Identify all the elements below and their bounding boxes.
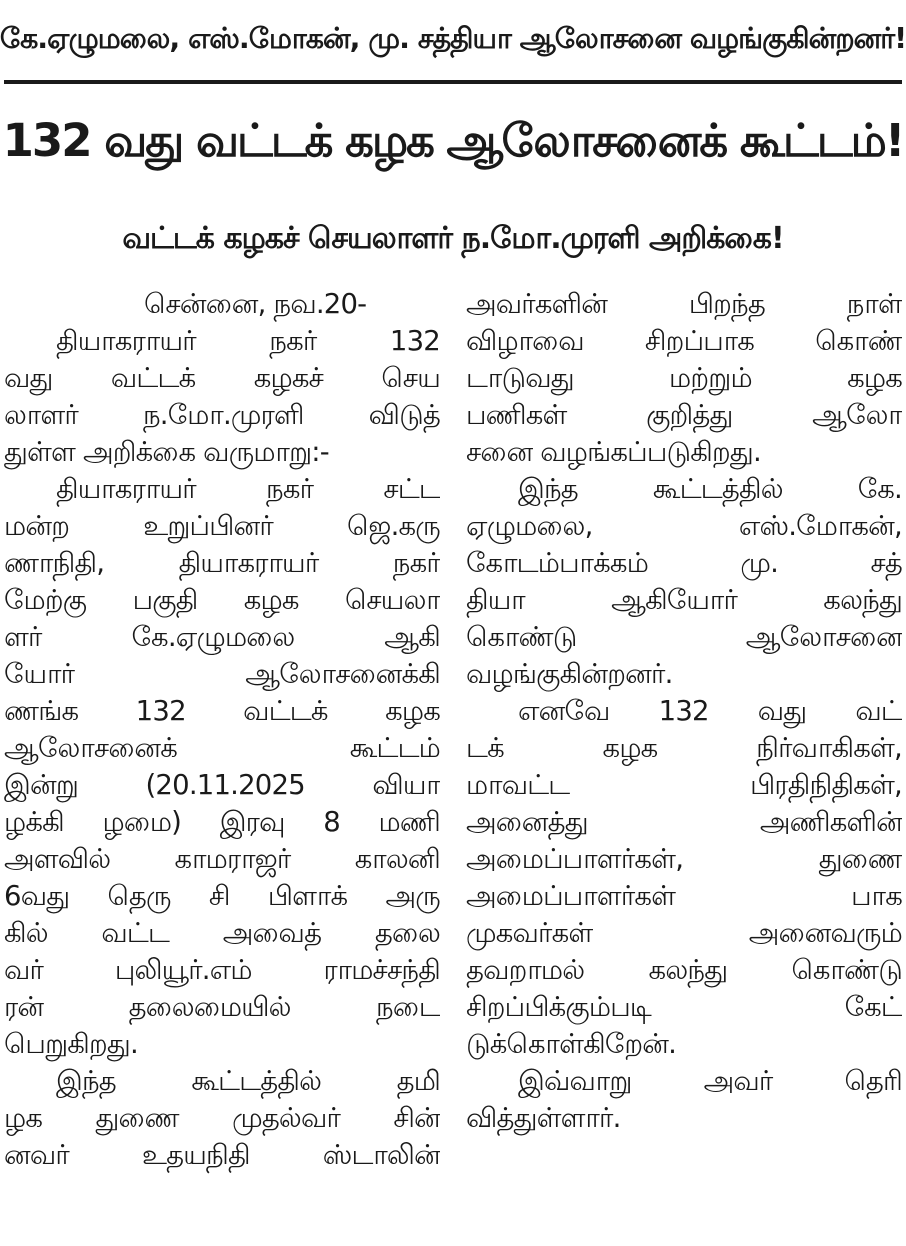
dateline: சென்னை, நவ.20- — [144, 288, 367, 320]
article-column-left — [4, 286, 440, 1174]
body-line: மன்ற உறுப்பினர் ஜெ.கரு — [4, 510, 440, 542]
body-line: லாளர் ந.மோ.முரளி விடுத் — [4, 399, 440, 431]
body-line: அனைத்து அணிகளின் — [466, 806, 902, 838]
subheadline: வட்டக் கழகச் செயலாளர் ந.மோ.முரளி அறிக்கை! — [122, 220, 784, 256]
article-column-right — [466, 286, 902, 1137]
body-line: ணங்க 132 வட்டக் கழக — [4, 695, 440, 727]
body-line: மேற்கு பகுதி கழக செயலா — [4, 584, 440, 616]
body-line: ஆலோசனைக் கூட்டம் — [4, 732, 440, 764]
body-line: ளர் கே.ஏழுமலை ஆகி — [4, 621, 440, 653]
body-line: டுக்கொள்கிறேன். — [466, 1028, 677, 1060]
body-line: கொண்டு ஆலோசனை — [466, 621, 902, 653]
body-line: இன்று (20.11.2025 வியா — [4, 769, 440, 801]
body-line: தியா ஆகியோர் கலந்து — [466, 584, 902, 616]
body-line: முகவர்கள் அனைவரும் — [466, 917, 902, 949]
body-line: தவறாமல் கலந்து கொண்டு — [466, 954, 902, 986]
body-line: எனவே 132 வது வட் — [518, 695, 902, 727]
body-line: டக் கழக நிர்வாகிகள், — [466, 732, 902, 764]
body-line: கில் வட்ட அவைத் தலை — [4, 917, 440, 949]
body-line: கோடம்பாக்கம் மு. சத் — [466, 547, 902, 579]
body-line: இவ்வாறு அவர் தெரி — [518, 1065, 902, 1097]
body-line: வர் புலியூர்.எம் ராமச்சந்தி — [4, 954, 440, 986]
body-line: துள்ள அறிக்கை வருமாறு:- — [4, 436, 329, 468]
body-line: அவர்களின் பிறந்த நாள் — [466, 288, 902, 320]
main-headline: 132 வது வட்டக் கழக ஆலோசனைக் கூட்டம்! — [2, 113, 904, 167]
kicker-headline: கே.ஏழுமலை, எஸ்.மோகன், மு. சத்தியா ஆலோசனை வழங்குகின்றனர்! — [0, 21, 906, 55]
body-line: னவர் உதயநிதி ஸ்டாலின் — [4, 1139, 440, 1171]
body-line: வது வட்டக் கழகச் செய — [4, 362, 440, 394]
kicker-rule — [4, 80, 902, 84]
body-line: 6வது தெரு சி பிளாக் அரு — [4, 880, 440, 912]
body-line: இந்த கூட்டத்தில் தமி — [56, 1065, 440, 1097]
body-line: தியாகராயர் நகர் சட்ட — [56, 473, 440, 505]
body-line: இந்த கூட்டத்தில் கே. — [518, 473, 902, 505]
body-line: ஏழுமலை, எஸ்.மோகன், — [466, 510, 902, 542]
body-line: சிறப்பிக்கும்படி கேட் — [466, 991, 902, 1023]
body-line: ணாநிதி, தியாகராயர் நகர் — [4, 547, 440, 579]
body-line: வழங்குகின்றனர். — [466, 658, 673, 690]
body-line: ரன் தலைமையில் நடை — [4, 991, 440, 1023]
body-line: அளவில் காமராஜர் காலனி — [4, 843, 440, 875]
body-line: அமைப்பாளர்கள், துணை — [466, 843, 902, 875]
body-line: வித்துள்ளார். — [466, 1102, 621, 1134]
body-line: யோர் ஆலோசனைக்கி — [4, 658, 440, 690]
body-line: பணிகள் குறித்து ஆலோ — [466, 399, 902, 431]
body-line: ழக்கி ழமை) இரவு 8 மணி — [4, 806, 440, 838]
body-line: அமைப்பாளர்கள் பாக — [466, 880, 902, 912]
body-line: தியாகராயர் நகர் 132 — [56, 325, 440, 357]
body-line: சனை வழங்கப்படுகிறது. — [466, 436, 761, 468]
body-line: டாடுவது மற்றும் கழக — [466, 362, 902, 394]
body-line: பெறுகிறது. — [4, 1028, 138, 1060]
body-line: ழக துணை முதல்வர் சின் — [4, 1102, 440, 1134]
body-line: மாவட்ட பிரதிநிதிகள், — [466, 769, 902, 801]
body-line: விழாவை சிறப்பாக கொண் — [466, 325, 902, 357]
